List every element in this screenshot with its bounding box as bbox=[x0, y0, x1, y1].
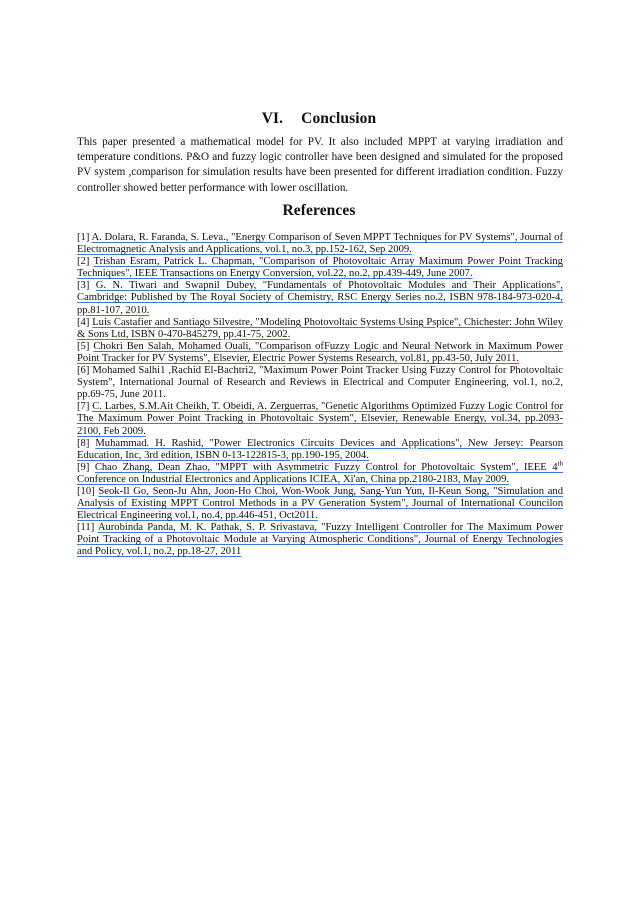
reference-item bbox=[77, 280, 563, 316]
references-heading: References bbox=[282, 202, 356, 219]
reference-link[interactable] bbox=[77, 459, 563, 485]
reference-item bbox=[77, 256, 563, 280]
reference-link[interactable]: Luis Castafier and Santiago Silvestre, "Modeling Photovoltaic Systems Using Pspice", Chichester: John Wiley & Sons Ltd, ISBN 0-470-845279, pp.41-75, 2002. bbox=[77, 316, 563, 340]
conclusion-heading bbox=[0, 110, 638, 128]
reference-label: [2] bbox=[77, 256, 90, 268]
reference-item bbox=[77, 486, 563, 522]
reference-label: [1] bbox=[77, 232, 90, 243]
reference-item bbox=[77, 341, 563, 365]
section-number: VI. bbox=[261, 110, 284, 127]
reference-text: Mohamed Salhi1 ,Rachid El-Bachtri2, "Maximum Power Point Tracker Using Fuzzy Control for Photovoltaic System", International Journal of Research and Reviews in Electrical and Computer Engineering, vol.1, no.2, pp.69-75, June 2011. bbox=[77, 365, 563, 401]
reference-label: [10] bbox=[77, 485, 95, 497]
reference-link[interactable]: Trishan Esram, Patrick L. Chapman, "Comparison of Photovoltaic Array Maximum Power Point Tracking Techniques", IEEE Transactions on Energy Conversion, vol.22, no.2, pp.439-449, June 2007. bbox=[77, 256, 563, 280]
reference-label: [9] bbox=[77, 461, 90, 473]
reference-label: [11] bbox=[77, 522, 95, 534]
reference-item bbox=[77, 232, 563, 256]
reference-item bbox=[77, 317, 563, 341]
reference-link[interactable]: Aurobinda Panda, M. K. Pathak, S. P. Srivastava, "Fuzzy Intelligent Controller for The Maximum Power Point Tracking of a Photovoltaic Module at Varying Atmospheric Conditions", Journal of Energy Technologies and Policy, vol.1, no.2, pp.18-27, 2011 bbox=[77, 522, 563, 558]
reference-item bbox=[77, 401, 563, 437]
ordinal-superscript: th bbox=[557, 459, 563, 468]
reference-label: [3] bbox=[77, 280, 90, 292]
reference-link[interactable]: G. N. Tiwari and Swapnil Dubey, "Fundamentals of Photovoltaic Modules and Their Applications", Cambridge: Published by The Royal Society of Chemistry, RSC Energy Series no.2, ISBN 978-184-973-020-4, pp.81-107, 2010. bbox=[77, 280, 564, 316]
conclusion-paragraph: This paper presented a mathematical model for PV. It also included MPPT at varying irradiation and temperature conditions. P&O and fuzzy logic controller have been designed and simulated for the proposed PV system ,comparison for simulation results have been presented for different irradiation condition. Fuzzy controller showed better performance with lower oscillation. bbox=[77, 136, 563, 194]
reference-list bbox=[77, 232, 563, 559]
reference-item bbox=[77, 365, 563, 401]
section-title: Conclusion bbox=[301, 110, 377, 127]
reference-item bbox=[77, 459, 563, 486]
reference-text-part: Conference on Industrial Electronics and Applications ICIEA, Xi'an, China pp.2180-2183, May 2009. bbox=[77, 473, 510, 485]
reference-label: [4] bbox=[77, 316, 90, 328]
reference-label: [6] bbox=[77, 365, 90, 377]
reference-item bbox=[77, 522, 563, 558]
reference-text-part: Chao Zhang, Dean Zhao, "MPPT with Asymmetric Fuzzy Control for Photovoltaic System", IEEE 4 bbox=[94, 461, 558, 473]
reference-link[interactable]: Seok-Il Go, Seon-Ju Ahn, Joon-Ho Choi, Won-Wook Jung, Sang-Yun Yun, Il-Keun Song, "Simulation and Analysis of Existing MPPT Control Methods in a PV Generation System", Journal of International Councilon Electrical Engineering vol.1, no.4, pp.446-451, Oct2011. bbox=[77, 485, 563, 522]
reference-link[interactable]: C. Larbes, S.M.Ait Cheikh, T. Obeidi, A. Zerguerras, "Genetic Algorithms Optimized Fuzzy Logic Control for The Maximum Power Point Tracking in Photovoltaic System", Elsevier, Renewable Energy, vol.34, pp.2093-2100, Feb 2009. bbox=[77, 401, 563, 437]
reference-label: [8] bbox=[77, 437, 90, 449]
reference-link[interactable]: A. Dolara, R. Faranda, S. Leva., "Energy Comparison of Seven MPPT Techniques for PV Systems", Journal of Electromagnetic Analysis and Applications, vol.1, no.3, pp.152-162, Sep 2009. bbox=[77, 232, 563, 256]
reference-link[interactable]: Chokri Ben Salah, Mohamed Ouali, "Comparison ofFuzzy Logic and Neural Network in Maximum Power Point Tracker for PV Systems", Elsevier, Electric Power Systems Research, vol.81, pp.43-50, July 2011. bbox=[77, 340, 563, 364]
reference-link[interactable]: Muhammad. H. Rashid, "Power Electronics Circuits Devices and Applications", New Jersey: Pearson Education, Inc, 3rd edition, ISBN 0-13-122815-3, pp.190-195, 2004. bbox=[77, 437, 563, 461]
reference-item bbox=[77, 438, 563, 462]
reference-label: [7] bbox=[77, 401, 90, 413]
reference-label: [5] bbox=[77, 340, 90, 352]
